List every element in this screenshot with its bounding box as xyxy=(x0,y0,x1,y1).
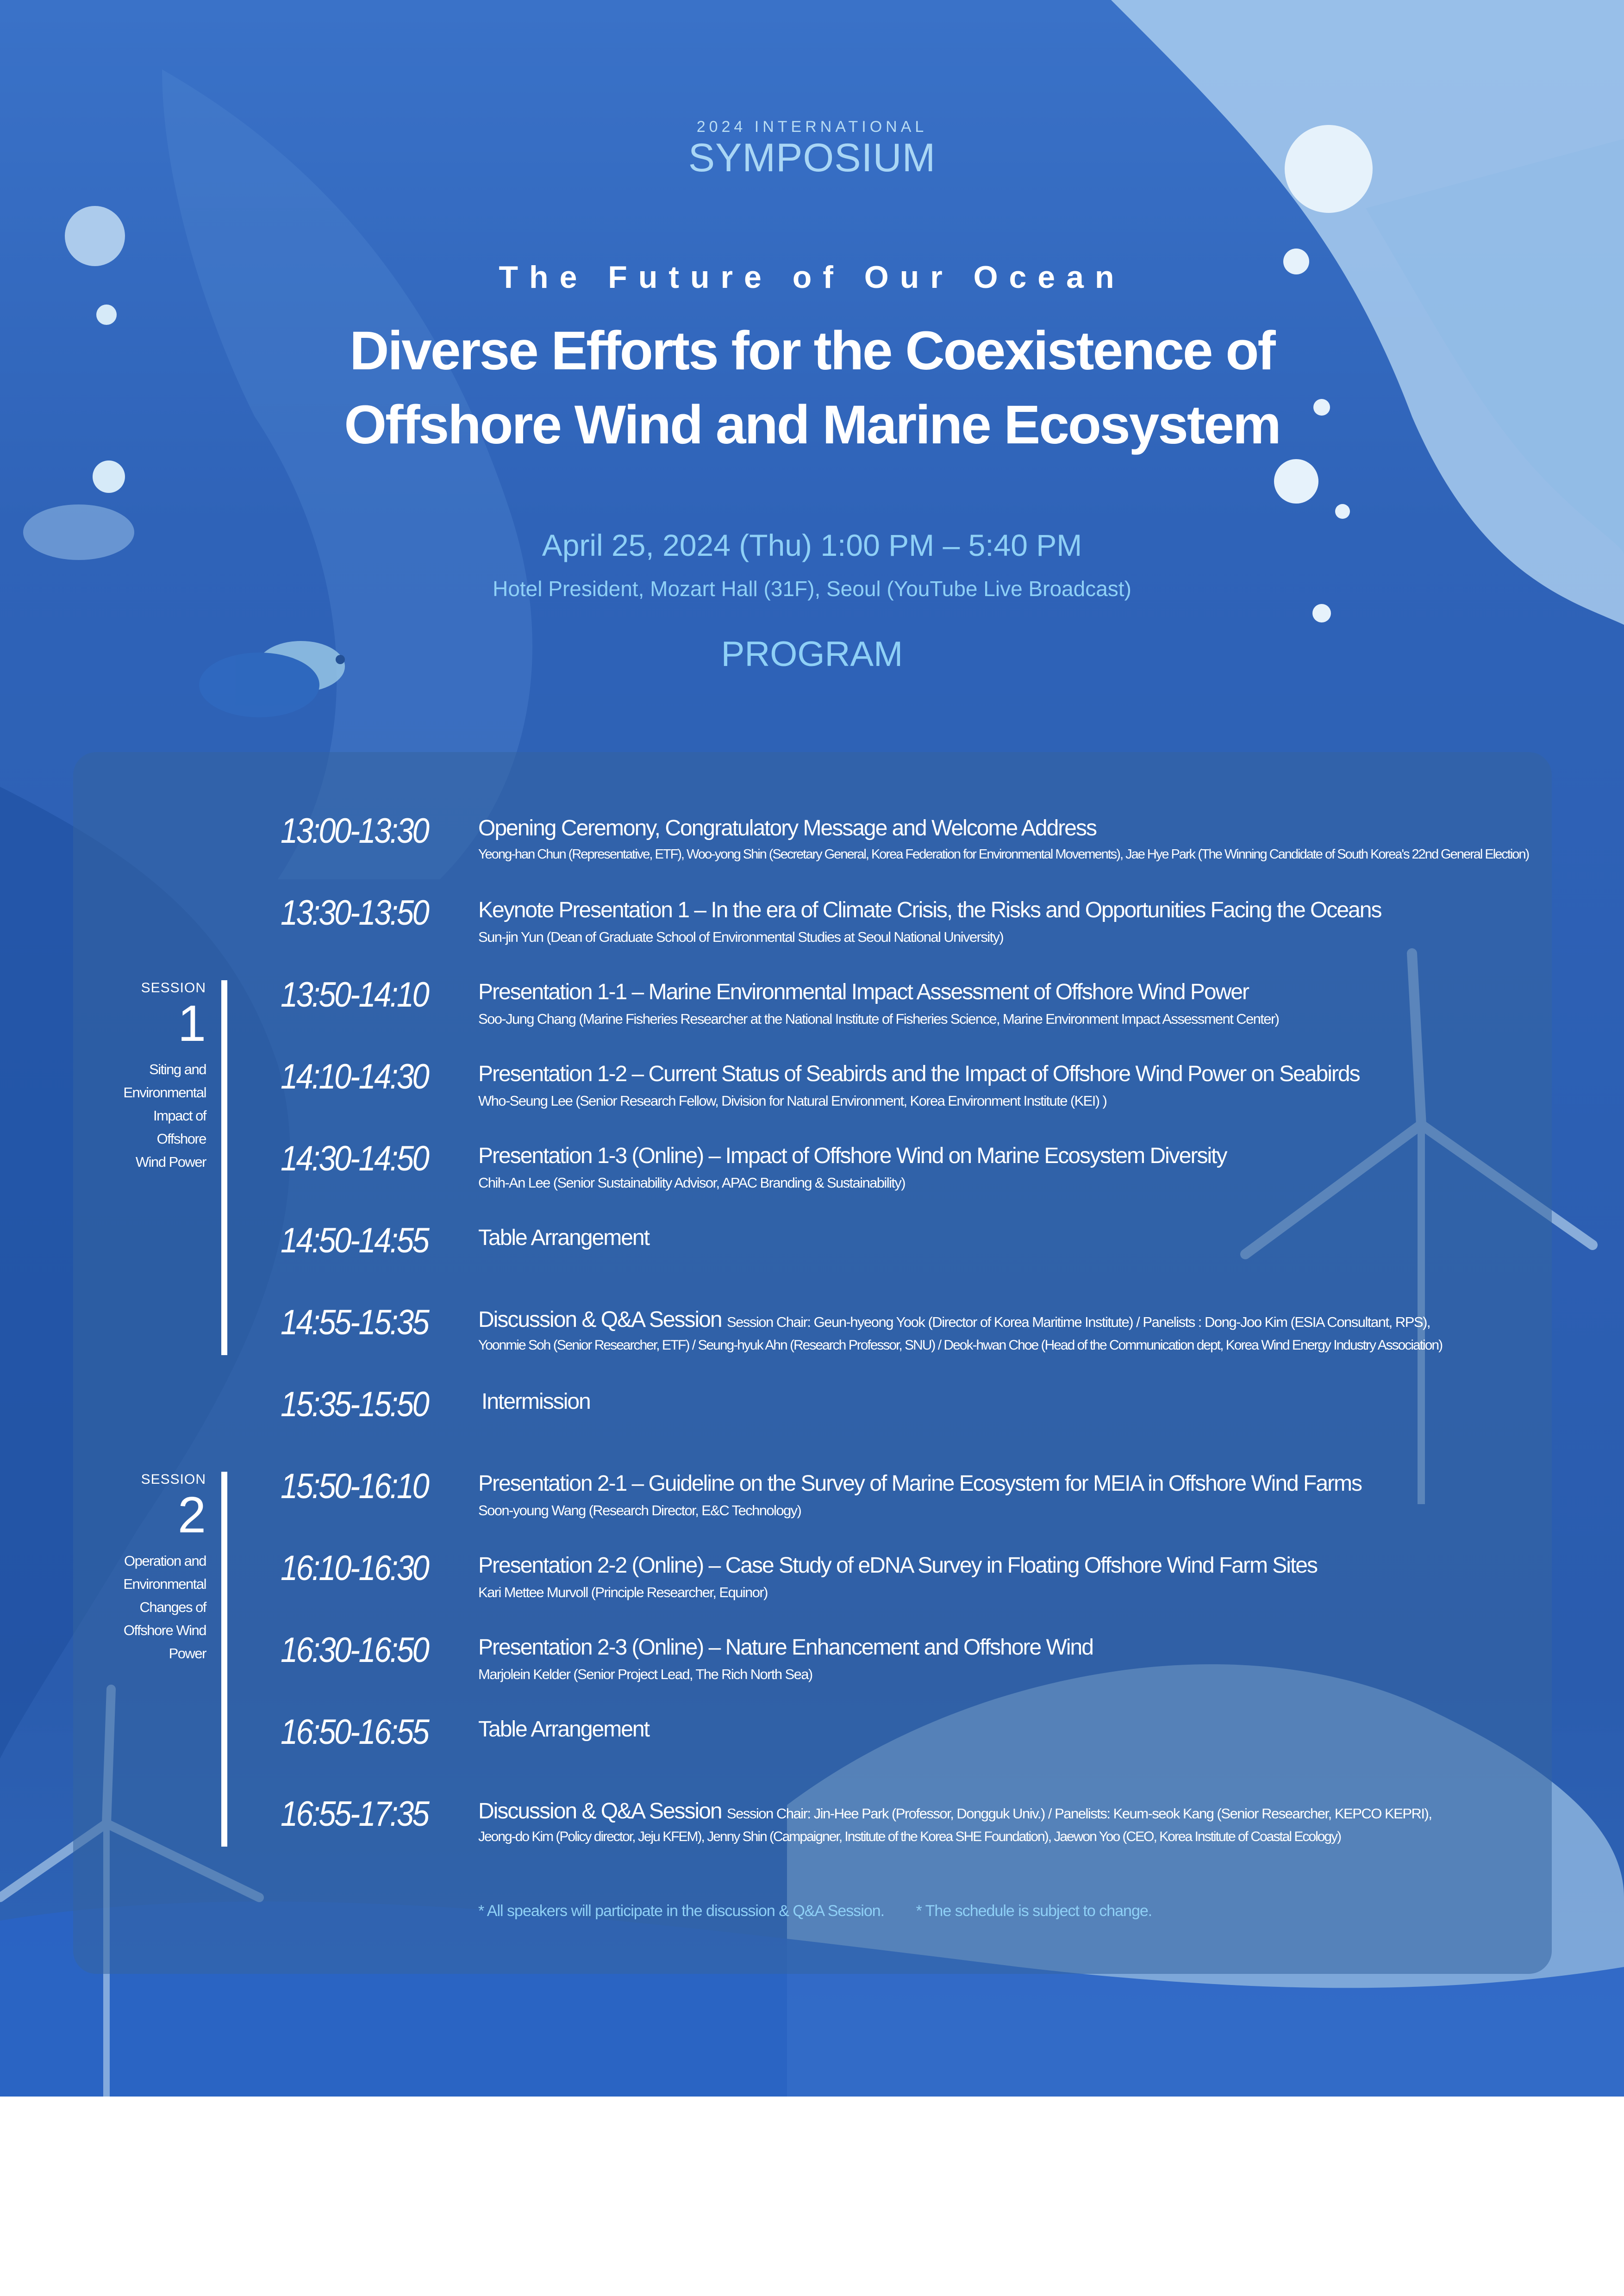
row-title: Discussion & Q&A Session Session Chair: Jin-Hee Park (Professor, Dongguk Univ.) / Panelists: Keum-seok Kang (Senior Researcher, KEPCO KEPRI), xyxy=(478,1799,1432,1823)
row-speakers: Soon-young Wang (Research Director, E&C Technology) xyxy=(478,1502,801,1518)
row-time: 13:00-13:30 xyxy=(281,811,428,851)
row-speakers: Chih-An Lee (Senior Sustainability Advisor, APAC Branding & Sustainability) xyxy=(478,1175,905,1191)
footnotes xyxy=(478,1902,1180,1920)
row-speakers: Soo-Jung Chang (Marine Fisheries Researcher at the National Institute of Fisheries Science, Marine Environment Impact Assessment Center) xyxy=(478,1011,1279,1027)
row-title: Keynote Presentation 1 – In the era of Climate Crisis, the Risks and Opportunities Facing the Oceans xyxy=(478,898,1381,922)
row-speakers: Marjolein Kelder (Senior Project Lead, The Rich North Sea) xyxy=(478,1666,812,1682)
row-title: Presentation 1-1 – Marine Environmental Impact Assessment of Offshore Wind Power xyxy=(478,980,1249,1004)
symposium-label: SYMPOSIUM xyxy=(688,136,936,180)
row-time: 14:10-14:30 xyxy=(281,1057,428,1096)
footnote-schedule: * The schedule is subject to change. xyxy=(916,1902,1152,1920)
bubble-icon xyxy=(65,206,125,266)
subtitle: The Future of Our Ocean xyxy=(499,260,1125,295)
event-venue: Hotel President, Mozart Hall (31F), Seoul (YouTube Live Broadcast) xyxy=(493,577,1131,601)
symposium-year: 2024 INTERNATIONAL xyxy=(696,118,928,136)
bubble-icon xyxy=(1312,604,1331,622)
row-time: 16:50-16:55 xyxy=(281,1712,428,1752)
session-number: 2 xyxy=(177,1487,206,1543)
row-time: 16:30-16:50 xyxy=(281,1630,428,1670)
session-label: SESSION xyxy=(141,1472,206,1487)
program-row xyxy=(0,975,1624,1044)
footnote-discussion: * All speakers will participate in the discussion & Q&A Session. xyxy=(478,1902,885,1920)
program-row xyxy=(0,893,1624,962)
row-title: Presentation 2-1 – Guideline on the Survey of Marine Ecosystem for MEIA in Offshore Wind Farms xyxy=(478,1471,1362,1496)
row-title: Presentation 1-2 – Current Status of Seabirds and the Impact of Offshore Wind Power on Seabirds xyxy=(478,1062,1360,1086)
row-time: 16:10-16:30 xyxy=(281,1549,428,1588)
row-title: Table Arrangement xyxy=(478,1226,649,1250)
program-row xyxy=(0,1466,1624,1536)
program-row xyxy=(0,1220,1624,1290)
session-number: 1 xyxy=(177,995,206,1052)
program-row xyxy=(0,811,1624,880)
row-title: Presentation 1-3 (Online) – Impact of Offshore Wind on Marine Ecosystem Diversity xyxy=(478,1144,1227,1168)
row-time: 13:30-13:50 xyxy=(281,893,428,933)
row-speakers: Who-Seung Lee (Senior Research Fellow, Division for Natural Environment, Korea Environment Institute (KEI) ) xyxy=(478,1093,1107,1109)
row-time: 15:50-16:10 xyxy=(281,1467,428,1506)
row-time: 14:50-14:55 xyxy=(281,1221,428,1260)
title-line-2: Offshore Wind and Marine Ecosystem xyxy=(344,394,1280,455)
row-title: Discussion & Q&A Session Session Chair: Geun-hyeong Yook (Director of Korea Maritime Institute) / Panelists : Dong-Joo Kim (ESIA Consultant, RPS), xyxy=(478,1307,1430,1332)
title-line-1: Diverse Efforts for the Coexistence of xyxy=(350,320,1274,381)
row-title: Presentation 2-2 (Online) – Case Study of eDNA Survey in Floating Offshore Wind Farm Sites xyxy=(478,1553,1317,1578)
program-row xyxy=(0,1548,1624,1618)
row-title: Intermission xyxy=(481,1389,590,1414)
row-speakers: Yeong-han Chun (Representative, ETF), Woo-yong Shin (Secretary General, Korea Federation for Environmental Movements), Jae Hye Park (The Winning Candidate of South Korea's 22nd General Election) xyxy=(478,847,1529,862)
row-time: 13:50-14:10 xyxy=(281,975,428,1014)
row-time: 14:30-14:50 xyxy=(281,1139,428,1178)
program-row xyxy=(0,1139,1624,1208)
row-panelists: Jeong-do Kim (Policy director, Jeju KFEM), Jenny Shin (Campaigner, Institute of the Korea SHE Foundation), Jaewon Yoo (CEO, Korea Institute of Coastal Ecology) xyxy=(478,1829,1341,1844)
row-time: 14:55-15:35 xyxy=(281,1303,428,1342)
row-time: 16:55-17:35 xyxy=(281,1794,428,1834)
row-panelists: Yoonmie Soh (Senior Researcher, ETF) / Seung-hyuk Ahn (Research Professor, SNU) / Deok-hwan Choe (Head of the Communication dept, Korea Wind Energy Industry Association) xyxy=(478,1338,1443,1353)
row-time: 15:35-15:50 xyxy=(281,1385,428,1424)
program-row xyxy=(0,1630,1624,1699)
session-label: SESSION xyxy=(141,980,206,996)
row-title: Opening Ceremony, Congratulatory Message and Welcome Address xyxy=(478,816,1096,840)
session-description: Operation and Environmental Changes of Offshore Wind Power xyxy=(123,1553,206,1661)
bubble-icon xyxy=(1335,504,1350,519)
event-date: April 25, 2024 (Thu) 1:00 PM – 5:40 PM xyxy=(542,528,1082,562)
bubble-icon xyxy=(93,460,125,493)
row-speakers: Kari Mettee Murvoll (Principle Researcher, Equinor) xyxy=(478,1584,768,1600)
bubble-icon xyxy=(1274,459,1318,504)
program-row xyxy=(0,1057,1624,1126)
row-title: Presentation 2-3 (Online) – Nature Enhancement and Offshore Wind xyxy=(478,1635,1093,1660)
program-heading: PROGRAM xyxy=(721,635,903,674)
program-row xyxy=(0,1384,1624,1454)
row-speakers: Sun-jin Yun (Dean of Graduate School of Environmental Studies at Seoul National University) xyxy=(478,929,1004,945)
program-row xyxy=(0,1794,1624,1877)
sponsor-footer xyxy=(0,2097,1624,2296)
program-row xyxy=(0,1712,1624,1781)
program-row xyxy=(0,1302,1624,1386)
row-title: Table Arrangement xyxy=(478,1717,649,1742)
session-description: Siting and Environmental Impact of Offshore Wind Power xyxy=(123,1061,206,1170)
